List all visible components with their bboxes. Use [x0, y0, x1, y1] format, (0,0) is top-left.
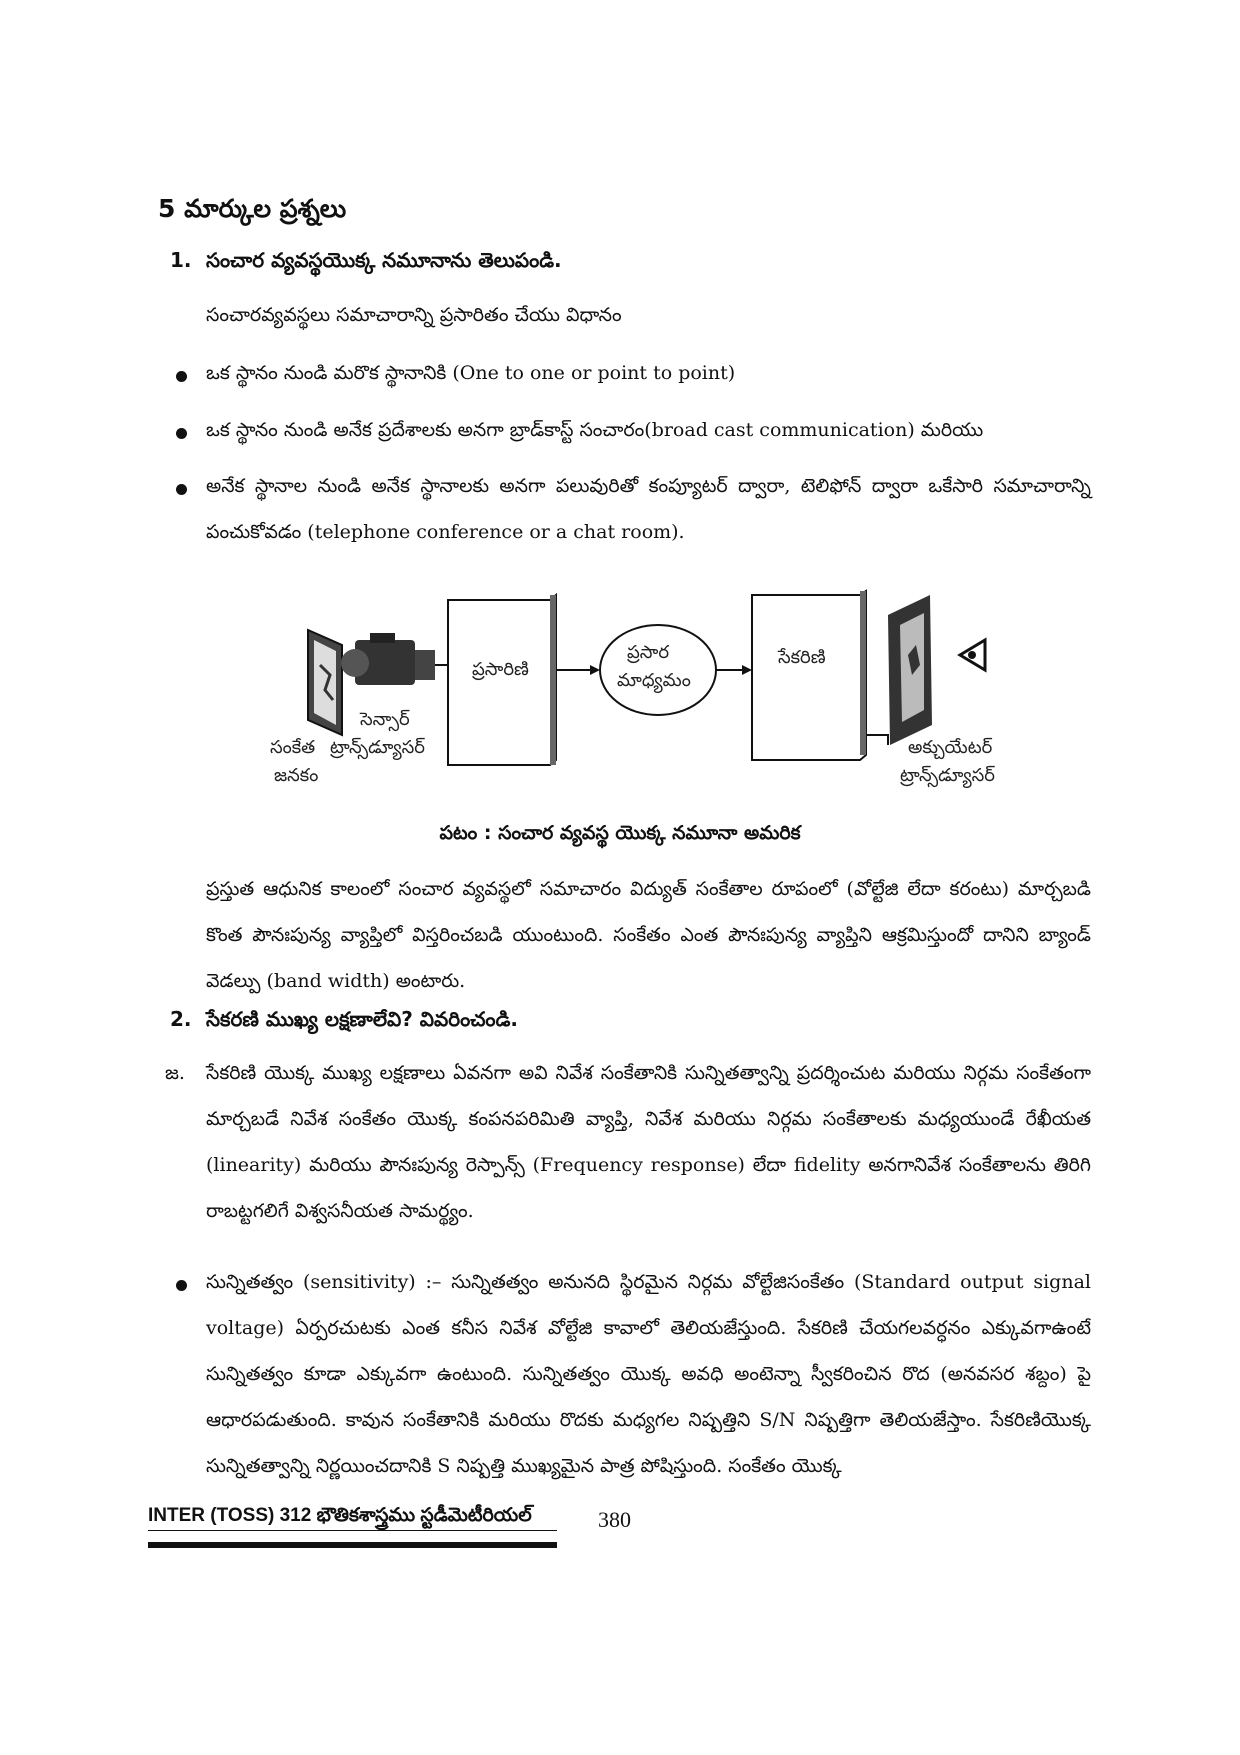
q2-answer: సేకరిణి యొక్క ముఖ్య లక్షణాలు ఏవనగా అవి నివేశ సంకేతానికి సున్నితత్వాన్ని ప్రదర్శించుట మరియు నిర్గమ సంకేతంగా మార్చబడే నివేశ సంకేతం యొక్క కంపనపరిమితి వ్యాప్తి, నివేశ మరియు నిర్గమ సంకేతాలకు మధ్యయుండే రేఖీయత (linearity) మరియు పౌనఃపున్య రెస్పాన్స్ (Frequency response) లేదా fidelity అనగానివేశ సంకేతాలను తిరిగి రాబట్టగలిగే విశ్వసనీయత సామర్థ్యం.	[206, 1062, 1091, 1222]
footer-rule	[148, 1542, 557, 1548]
bullet-dot	[176, 428, 187, 439]
question-2-number: 2.	[170, 1007, 192, 1031]
sensor-label-line2: ట్రాన్స్‌డ్యూసర్	[330, 737, 425, 758]
question-2	[170, 1007, 518, 1036]
bullet-dot	[176, 371, 187, 382]
bullet-dot	[176, 484, 187, 495]
bullet-dot	[176, 1280, 187, 1291]
footer-rule-thin	[148, 1530, 557, 1531]
answer-label: జ.	[165, 1062, 185, 1084]
actuator-label-line1: అక్చుయేటర్	[908, 737, 993, 758]
source-label-line1: సంకేత	[270, 737, 316, 758]
q1-bullet-1: ఒక స్థానం నుండి మరొక స్థానానికి (One to one or point to point)	[206, 362, 736, 384]
sensor-label-line1: సెన్సార్	[360, 709, 410, 730]
receiver-label: సేకరిణి	[778, 647, 826, 668]
camera-icon	[341, 633, 435, 685]
actuator-label-line2: ట్రాన్స్‌డ్యూసర్	[900, 765, 995, 786]
section-title: 5 మార్కుల ప్రశ్నలు	[158, 194, 347, 223]
medium-label-line1: ప్రసార	[627, 642, 670, 663]
question-1-number: 1.	[170, 248, 192, 272]
question-1-text: సంచార వ్యవస్థయొక్క నమూనాను తెలుపండి.	[206, 248, 562, 272]
figure-caption: పటం : సంచార వ్యవస్థ యొక్క నమూనా అమరిక	[439, 822, 801, 844]
television-icon	[888, 595, 932, 745]
question-1	[170, 248, 562, 277]
q1-bullet-2: ఒక స్థానం నుండి అనేక ప్రదేశాలకు అనగా బ్రాడ్‌కాస్ట్ సంచారం(broad cast communication) మరియు	[206, 419, 984, 441]
receiver-block	[752, 591, 866, 760]
signal-source-picture	[308, 630, 342, 735]
medium-label-line2: మాధ్యమం	[617, 670, 691, 691]
transmitter-block	[448, 595, 556, 765]
eye-icon	[960, 640, 985, 670]
q1-bullet-3: అనేక స్థానాల నుండి అనేక స్థానాలకు అనగా పలువురితో కంప్యూటర్ ద్వారా, టెలిఫోన్ ద్వారా ఒకేసారి సమాచారాన్ని పంచుకోవడం (telephone conference or a chat room).	[206, 475, 1091, 543]
q1-intro: సంచారవ్యవస్థలు సమాచారాన్ని ప్రసారితం చేయు విధానం	[206, 304, 622, 326]
page-number: 380	[598, 1507, 631, 1532]
question-2-text: సేకరణి ముఖ్య లక్షణాలేవి? వివరించండి.	[206, 1007, 518, 1031]
communication-system-diagram	[260, 585, 1060, 805]
source-label-line2: జనకం	[274, 765, 319, 786]
bandwidth-paragraph: ప్రస్తుత ఆధునిక కాలంలో సంచార వ్యవస్థలో సమాచారం విద్యుత్ సంకేతాల రూపంలో (వోల్టేజి లేదా కరంటు) మార్చబడి కొంత పౌనఃపున్య వ్యాప్తిలో విస్తరించబడి యుంటుంది. సంకేతం ఎంత పౌనఃపున్య వ్యాప్తిని ఆక్రమిస్తుందో దానిని బ్యాండ్ వెడల్పు (band width) అంటారు.	[206, 878, 1091, 992]
footer-title: INTER (TOSS) 312 భౌతికశాస్త్రము స్టడీమెటీరియల్	[148, 1505, 532, 1526]
sensitivity-paragraph: సున్నితత్వం (sensitivity) :– సున్నితత్వం అనునది స్థిరమైన నిర్గమ వోల్టేజిసంకేతం (Standard output signal voltage) ఏర్పరచుటకు ఎంత కనీస నివేశ వోల్టేజి కావాలో తెలియజేస్తుంది. సేకరిణి చేయగలవర్ధనం ఎక్కువగాఉంటే సున్నితత్వం కూడా ఎక్కువగా ఉంటుంది. సున్నితత్వం యొక్క అవధి అంటెన్నా స్వీకరించిన రొద (అనవసర శబ్దం) పై ఆధారపడుతుంది. కావున సంకేతానికి మరియు రొదకు మధ్యగల నిష్పత్తిని S/N నిష్పత్తిగా తెలియజేస్తాం. సేకరిణియొక్క సున్నితత్వాన్ని నిర్ణయించదానికి S నిష్పత్తి ముఖ్యమైన పాత్ర పోషిస్తుంది. సంకేతం యొక్క	[206, 1271, 1091, 1477]
transmitter-label: ప్రసారిణి	[472, 659, 529, 680]
